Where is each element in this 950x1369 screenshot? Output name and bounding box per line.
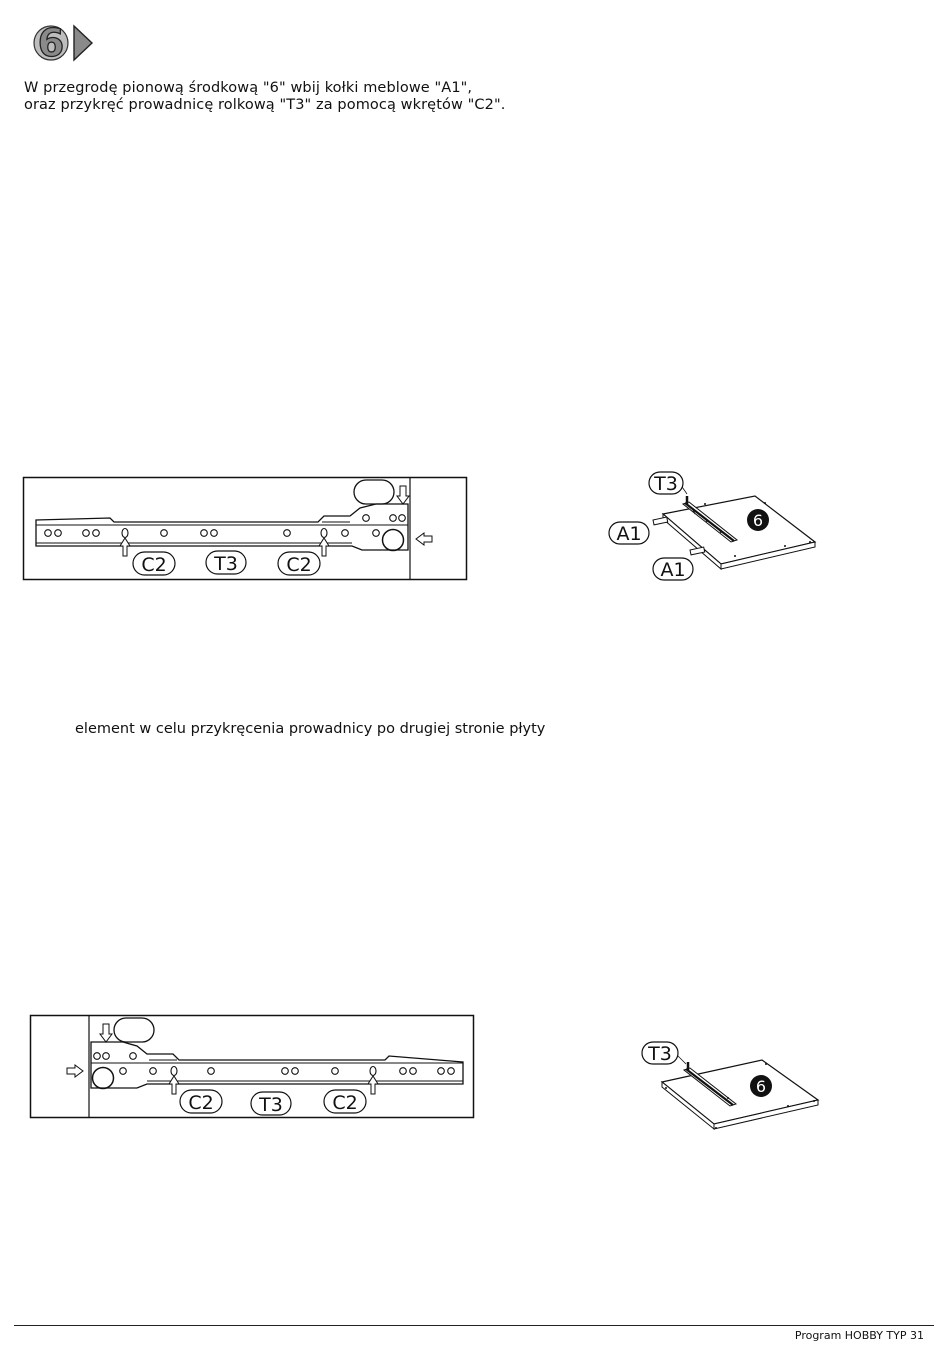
panel-number: 6 [752,511,764,530]
instruction-text [24,80,505,114]
footer-divider [14,1325,934,1326]
rail-diagram-top [22,476,470,584]
iso-label-a1-upper: A1 [616,523,642,545]
step-number: 6 [37,21,65,65]
instruction-line-1: W przegrodę pionową środkową "6" wbij kołki meblowe "A1", [24,80,473,96]
panel-isometric-top [605,466,820,586]
arrow-up-icon [319,538,329,556]
instruction-line-2: oraz przykręć prowadnicę rolkową "T3" za pomocą wkrętów "C2". [24,97,506,113]
rail-diagram-bottom [29,1014,477,1122]
footer-text: Program HOBBY TYP 31 [794,1329,924,1342]
diagram-label-c2-left: C2 [141,554,167,576]
panel-number: 6 [755,1077,767,1096]
diagram-label-t3: T3 [214,553,238,575]
iso-label-t3: T3 [648,1043,672,1065]
arrow-up-icon [120,538,130,556]
panel-isometric-bottom [638,1038,823,1134]
diagram-label-t3: T3 [259,1094,283,1116]
note-text: element w celu przykręcenia prowadnicy po drugiej stronie płyty [75,721,546,737]
arrow-up-icon [169,1076,179,1094]
arrow-up-icon [368,1076,378,1094]
diagram-label-c2-left: C2 [188,1092,214,1114]
arrow-right-icon [67,1065,83,1077]
arrow-left-icon [416,533,432,545]
arrow-down-icon [100,1024,112,1042]
arrow-down-icon [397,486,409,504]
play-arrow-icon [74,26,92,60]
diagram-label-c2-right: C2 [286,554,312,576]
diagram-label-c2-right: C2 [332,1092,358,1114]
iso-label-t3: T3 [654,473,678,495]
iso-label-a1-lower: A1 [660,559,686,581]
step-number-icon [28,20,98,66]
